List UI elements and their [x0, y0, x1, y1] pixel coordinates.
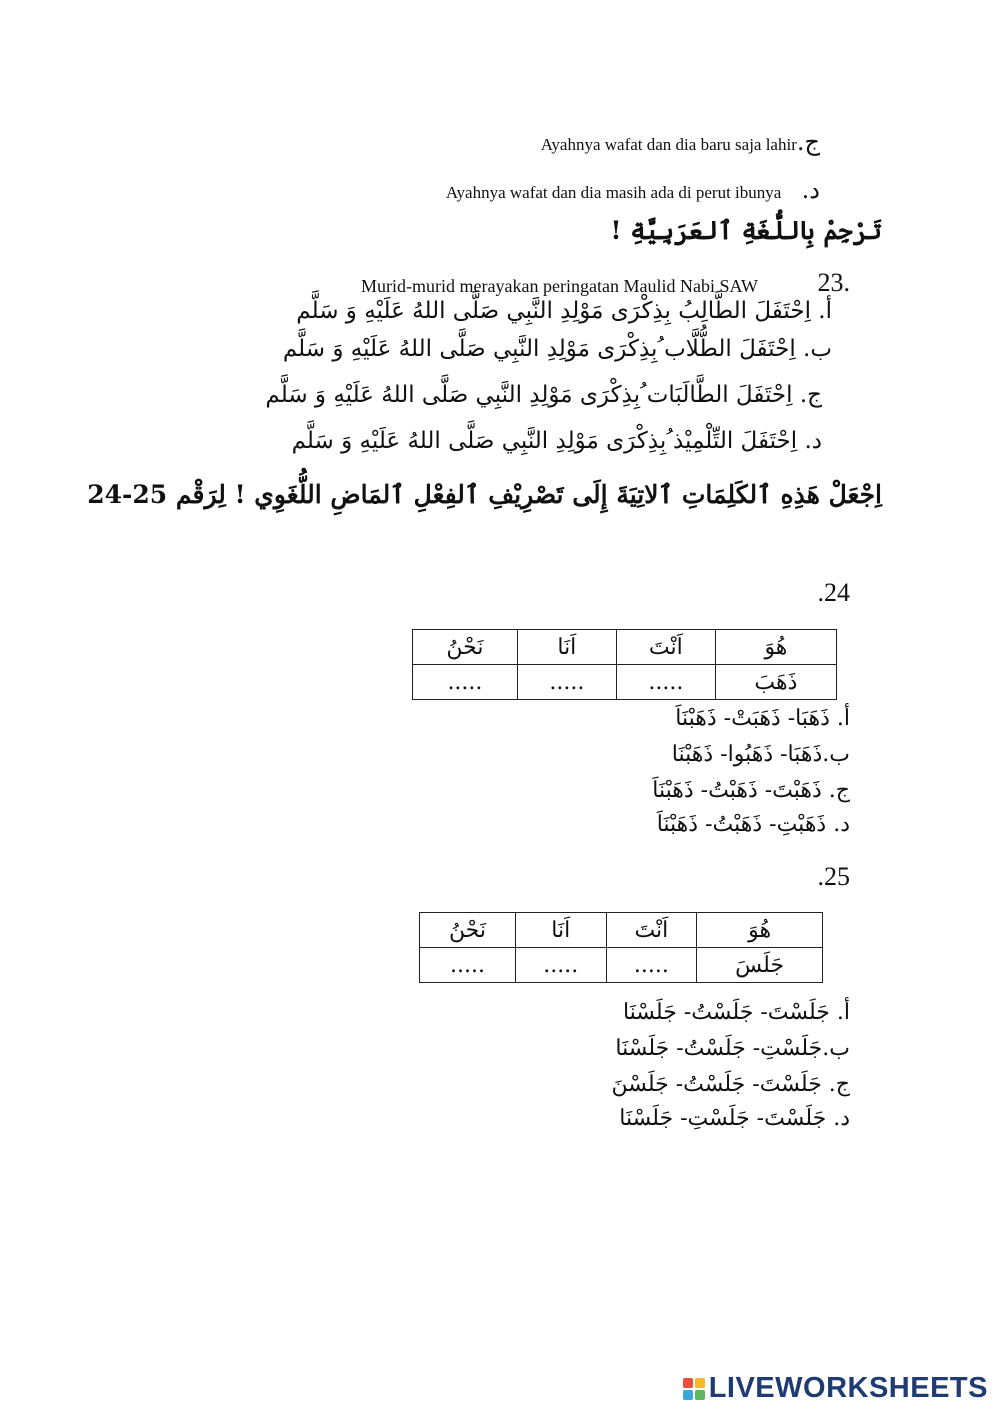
table-cell: ذَهَبَ: [715, 665, 836, 700]
logo-square: [695, 1390, 705, 1400]
table-header-cell: اَنَا: [517, 630, 616, 665]
liveworksheets-logo-text: LIVEWORKSHEETS: [708, 1372, 988, 1404]
q22-option-c-label: ج.: [796, 128, 820, 156]
q24-option-b: ب.ذَهَبَا- ذَهَبُوا- ذَهَبْنَا: [671, 742, 850, 767]
q25-conjugation-table: [419, 912, 823, 983]
q25-option-d: د. جَلَسْتَ- جَلَسْتِ- جَلَسْنَا: [619, 1106, 850, 1131]
q25-option-a: أ. جَلَسْتَ- جَلَسْتُ- جَلَسْنَا: [622, 1000, 850, 1025]
logo-square: [695, 1378, 705, 1388]
q24-conjugation-table: [412, 629, 837, 700]
q22-option-c-text: Ayahnya wafat dan dia baru saja lahir: [540, 135, 797, 154]
q25-option-c: ج. جَلَسْتَ- جَلَسْتُ- جَلَسْنَ: [611, 1072, 850, 1097]
answer-blank[interactable]: .....: [606, 948, 697, 983]
table-header-cell: هُوَ: [697, 913, 823, 948]
q22-option-c: [541, 128, 820, 156]
logo-square: [683, 1390, 693, 1400]
section-translate-title: تَرْجِمْ بِاللُّغَةِ ٱلعَرَبِيَّةِ !: [610, 216, 882, 245]
answer-blank[interactable]: .....: [515, 948, 606, 983]
q23-option-d: د. اِحْتَفَلَ التِّلْمِيْذ ُبِذِكْرَى مَوْلِدِ النَّبِي صَلَّى اللهُ عَلَيْهِ وَ سَلَّم: [291, 428, 822, 454]
answer-blank[interactable]: .....: [420, 948, 516, 983]
q25-option-b: ب.جَلَسْتِ- جَلَسْتُ- جَلَسْنَا: [615, 1036, 850, 1061]
liveworksheets-logo: [683, 1372, 988, 1405]
answer-blank[interactable]: .....: [616, 665, 715, 700]
table-row: [413, 665, 837, 700]
table-header-cell: اَنْتَ: [606, 913, 697, 948]
table-header-cell: اَنَا: [515, 913, 606, 948]
table-header-cell: نَحْنُ: [413, 630, 518, 665]
table-header-cell: هُوَ: [715, 630, 836, 665]
table-header-row: [420, 913, 823, 948]
q24-number: .24: [817, 578, 850, 607]
answer-blank[interactable]: .....: [413, 665, 518, 700]
logo-square: [683, 1378, 693, 1388]
q23-number: 23.: [817, 268, 850, 297]
q23-option-c: ج. اِحْتَفَلَ الطَّالَبَات ُبِذِكْرَى مَوْلِدِ النَّبِي صَلَّى اللهُ عَلَيْهِ وَ سَلَّم: [265, 382, 822, 408]
q24-option-c: ج. ذَهَبْتَ- ذَهَبْتُ- ذَهَبْنَاَ: [652, 778, 850, 803]
q23-prompt: Murid-murid merayakan peringatan Maulid Nabi SAW: [361, 276, 758, 296]
table-header-row: [413, 630, 837, 665]
q22-option-d-label: د.: [801, 176, 820, 204]
q25-number: .25: [817, 862, 850, 891]
liveworksheets-logo-icon: [683, 1378, 705, 1400]
table-row: [420, 948, 823, 983]
q23-option-a: أ. اِحْتَفَلَ الطَّالِبُ بِذِكْرَى مَوْلِدِ النَّبِي صَلَّى اللهُ عَلَيْهِ وَ سَلَّم: [296, 298, 832, 324]
q24-option-d: د. ذَهَبْتِ- ذَهَبْتُ- ذَهَبْنَاَ: [656, 812, 850, 837]
q22-option-d: [446, 176, 820, 204]
table-header-cell: نَحْنُ: [420, 913, 516, 948]
answer-blank[interactable]: .....: [517, 665, 616, 700]
q23-option-b: ب. اِحْتَفَلَ الطُّلَّاب ُبِذِكْرَى مَوْلِدِ النَّبِي صَلَّى اللهُ عَلَيْهِ وَ سَلَّم: [282, 336, 832, 362]
table-cell: جَلَسَ: [697, 948, 823, 983]
q24-option-a: أ. ذَهَبَا- ذَهَبَتْ- ذَهَبْنَاَ: [675, 706, 850, 731]
section-conjugate-title: اِجْعَلْ هَذِهِ ٱلكَلِمَاتِ ٱلاتِيَةَ إِلَى تَصْرِيْفِ ٱلفِعْلِ ٱلمَاضِ اللُّغَوِي ! لِرَقْم 25-24: [87, 480, 882, 509]
table-header-cell: اَنْتَ: [616, 630, 715, 665]
q22-option-d-text: Ayahnya wafat dan dia masih ada di perut ibunya: [445, 183, 782, 202]
